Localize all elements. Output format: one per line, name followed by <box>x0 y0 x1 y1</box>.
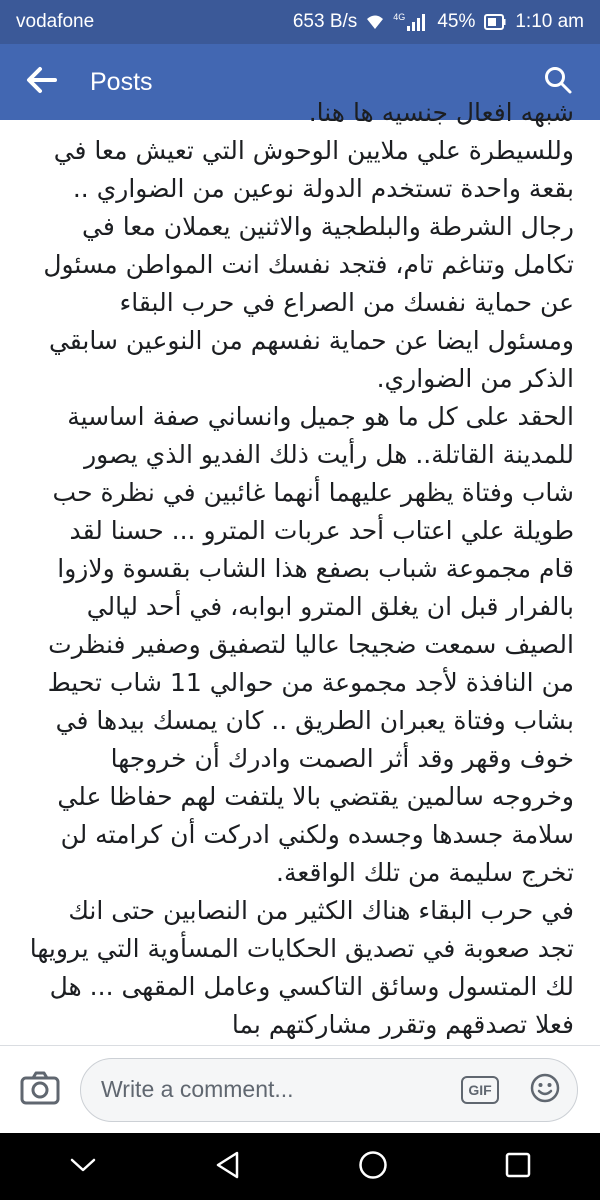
post-paragraph: الحقد على كل ما هو جميل وانساني صفة اساسية للمدينة القاتلة.. هل رأيت ذلك الفديو الذي يصور شاب وفتاة يظهر عليهما أنهما غائبين في نظرة حب طويلة علي اعتاب أحد عربات المترو ... حسنا لقد قام مجموعة شباب بصفع هذا الشاب بقسوة ولازوا بالفرار قبل ان يغلق المترو ابوابه، في أحد ليالي الصيف سمعت ضجيجا عاليا لتصفيق وصفير فنظرت من النافذة لأجد مجموعة من حوالي 11 شاب تحيط بشاب وفتاة يعبران الطريق .. كان يمسك بيدها في خوف وقهر وقد أثر الصمت وادرك أن خروجها وخروجه سالمين يقتضي بالا يلتفت لهم حفاظا علي سلامة جسدها وجسده ولكني ادركت أن كرامته لن تخرج سليمة من تلك الواقعة. <box>47 402 574 887</box>
nav-recents-button[interactable] <box>488 1137 548 1197</box>
post-paragraph: شبهه افعال جنسيه ها هنا. <box>308 98 574 127</box>
signal-icon <box>393 13 428 31</box>
comment-bar <box>0 1045 600 1133</box>
back-arrow-icon <box>27 67 57 97</box>
recents-square-icon <box>505 1152 531 1182</box>
home-circle-icon <box>358 1150 388 1184</box>
post-content[interactable] <box>0 98 600 1045</box>
page-title: Posts <box>90 67 153 96</box>
wifi-icon <box>366 14 384 30</box>
comment-box <box>80 1058 578 1122</box>
camera-icon <box>20 1071 60 1109</box>
chevron-down-icon <box>70 1157 96 1177</box>
hide-nav-button[interactable] <box>53 1137 113 1197</box>
emoji-button[interactable] <box>529 1074 561 1106</box>
battery-percent: 45% <box>437 11 476 32</box>
comment-input[interactable] <box>99 1075 453 1104</box>
post-paragraph: في حرب البقاء هناك الكثير من النصابين حتى انك تجد صعوبة في تصديق الحكايات المسأوية التي يرويها لك المتسول وسائق التاكسي وعامل المقهى ... هل فعلا تصدقهم وتقرر مشاركتهم بما <box>29 896 574 1039</box>
status-bar <box>0 0 600 44</box>
status-indicators <box>293 11 584 33</box>
post-paragraph: وللسيطرة علي ملايين الوحوش التي تعيش معا في بقعة واحدة تستخدم الدولة نوعين من الضواري .. رجال الشرطة والبلطجية والاثنين يعملان معا في تكامل وتناغم تام، فتجد نفسك انت المواطن مسئول عن حماية نفسك من الصراع في حرب البقاء ومسئول ايضا عن حماية نفسهم من النوعين سابقي الذكر من الضواري. <box>43 136 574 393</box>
network-type: 4G <box>393 12 406 22</box>
emoji-icon <box>530 1073 560 1107</box>
back-triangle-icon <box>215 1151 241 1183</box>
clock: 1:10 am <box>515 11 584 32</box>
nav-home-button[interactable] <box>343 1137 403 1197</box>
network-speed: 653 B/s <box>292 11 358 32</box>
gif-button[interactable]: GIF <box>461 1076 499 1104</box>
carrier-label: vodafone <box>16 11 95 32</box>
post-body <box>28 94 574 1044</box>
navigation-bar <box>0 1133 600 1200</box>
nav-back-button[interactable] <box>198 1137 258 1197</box>
camera-button[interactable] <box>14 1064 66 1116</box>
battery-icon <box>484 14 506 30</box>
